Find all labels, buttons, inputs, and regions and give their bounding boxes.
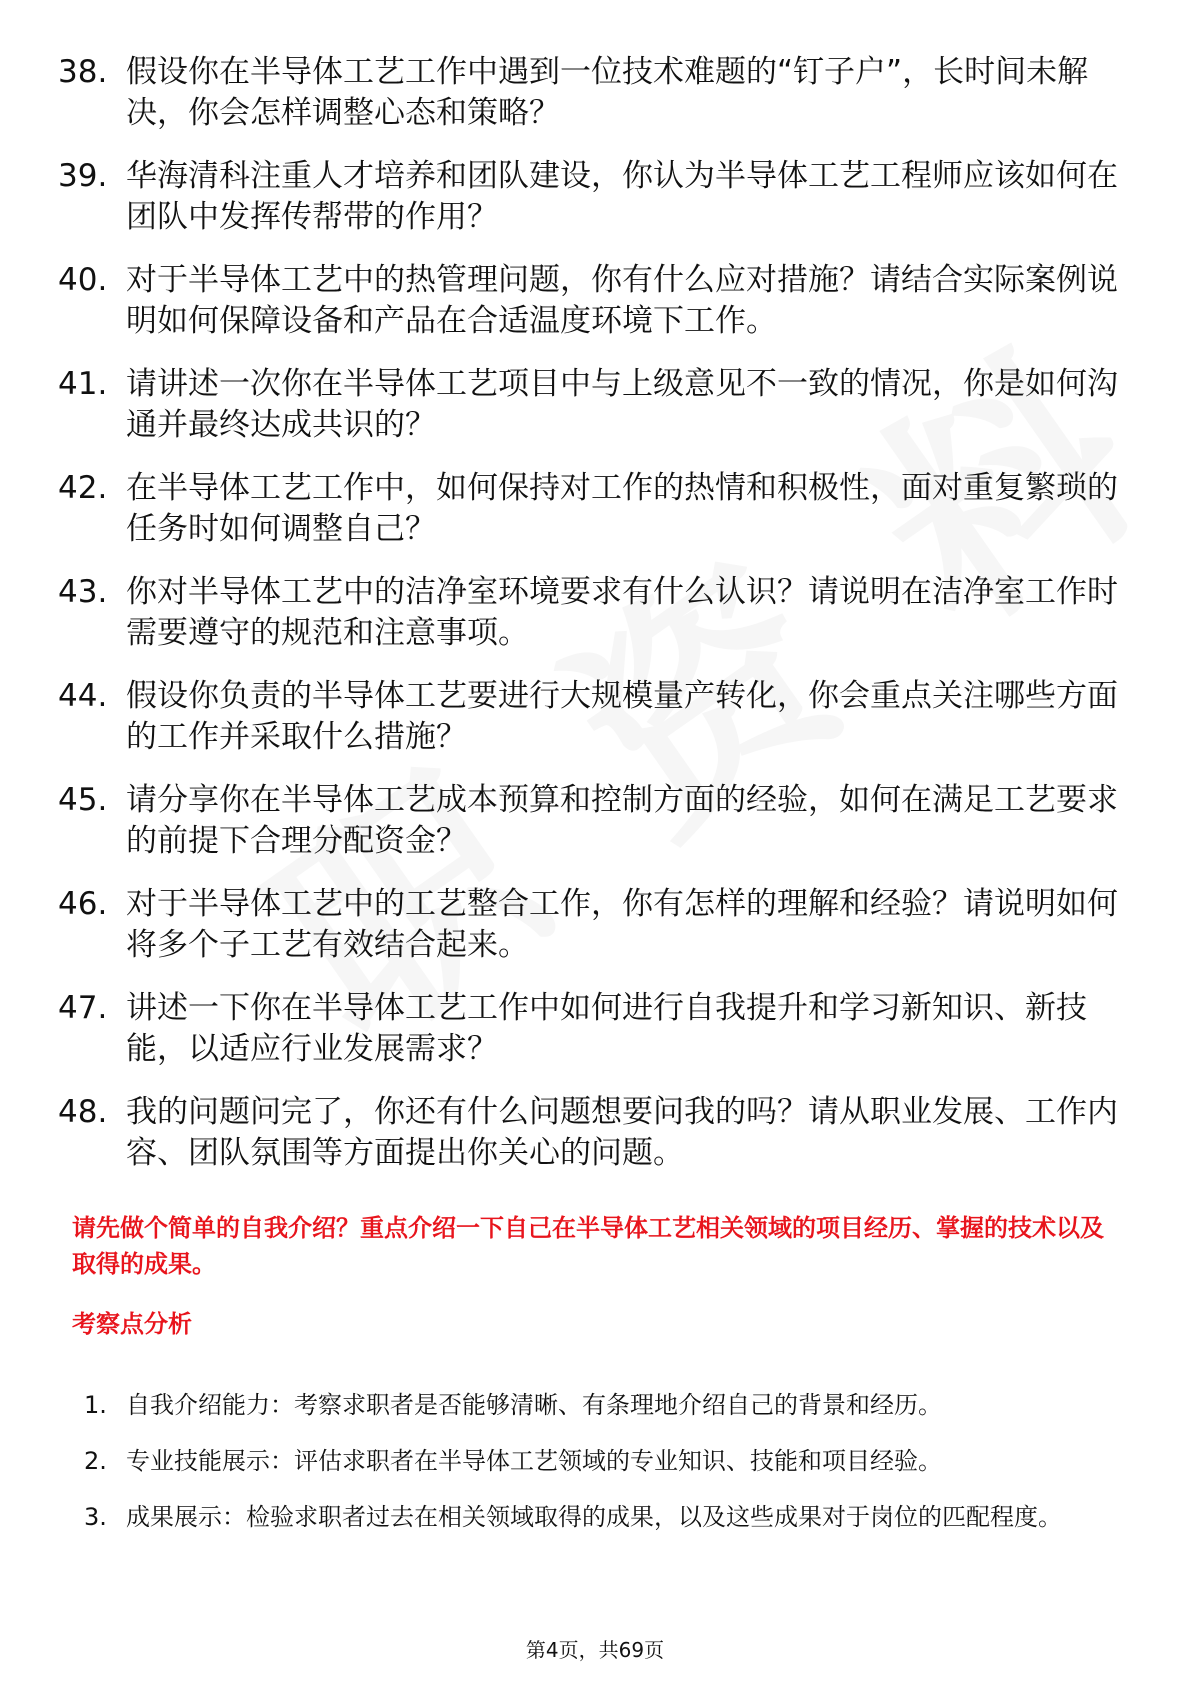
list-item	[58, 260, 1138, 342]
analysis-list	[84, 1380, 1124, 1548]
question-text: 我的问题问完了，你还有什么问题想要问我的吗？请从职业发展、工作内容、团队氛围等方面提出你关心的问题。	[126, 1094, 1118, 1171]
question-text: 假设你在半导体工艺工作中遇到一位技术难题的“钉子户”，长时间未解决，你会怎样调整心态和策略？	[126, 54, 1089, 131]
list-item	[58, 156, 1138, 238]
question-text: 讲述一下你在半导体工艺工作中如何进行自我提升和学习新知识、新技能，以适应行业发展需求？	[126, 990, 1087, 1067]
list-item	[58, 884, 1138, 966]
question-number: 41.	[58, 366, 108, 402]
question-number: 44.	[58, 678, 108, 714]
list-item	[84, 1380, 1124, 1430]
question-text: 你对半导体工艺中的洁净室环境要求有什么认识？请说明在洁净室工作时需要遵守的规范和注意事项。	[126, 574, 1118, 651]
question-text: 假设你负责的半导体工艺要进行大规模量产转化，你会重点关注哪些方面的工作并采取什么措施？	[126, 678, 1118, 755]
list-item	[84, 1436, 1124, 1486]
question-number: 40.	[58, 262, 108, 298]
list-item	[58, 52, 1138, 134]
list-item	[84, 1492, 1124, 1542]
question-text: 对于半导体工艺中的工艺整合工作，你有怎样的理解和经验？请说明如何将多个子工艺有效结合起来。	[126, 886, 1118, 963]
analysis-text: 专业技能展示：评估求职者在半导体工艺领域的专业知识、技能和项目经验。	[126, 1447, 942, 1475]
list-item	[58, 780, 1138, 862]
question-number: 45.	[58, 782, 108, 818]
analysis-number: 3.	[84, 1503, 107, 1531]
page-footer: 第4页，共69页	[525, 1638, 665, 1662]
list-item	[58, 1092, 1138, 1174]
analysis-text: 自我介绍能力：考察求职者是否能够清晰、有条理地介绍自己的背景和经历。	[126, 1391, 942, 1419]
question-text: 对于半导体工艺中的热管理问题，你有什么应对措施？请结合实际案例说明如何保障设备和产品在合适温度环境下工作。	[126, 262, 1118, 339]
list-item	[58, 676, 1138, 758]
list-item	[58, 364, 1138, 446]
question-text: 请分享你在半导体工艺成本预算和控制方面的经验，如何在满足工艺要求的前提下合理分配资金？	[126, 782, 1118, 859]
question-number: 42.	[58, 470, 108, 506]
question-text: 在半导体工艺工作中，如何保持对工作的热情和积极性，面对重复繁琐的任务时如何调整自己？	[126, 470, 1118, 547]
question-list	[58, 52, 1138, 1196]
question-number: 43.	[58, 574, 108, 610]
question-text: 请讲述一次你在半导体工艺项目中与上级意见不一致的情况，你是如何沟通并最终达成共识的？	[126, 366, 1118, 443]
analysis-number: 2.	[84, 1447, 107, 1475]
question-text: 华海清科注重人才培养和团队建设，你认为半导体工艺工程师应该如何在团队中发挥传帮带的作用？	[126, 158, 1118, 235]
analysis-title: 考察点分析	[72, 1310, 192, 1338]
analysis-text: 成果展示：检验求职者过去在相关领域取得的成果，以及这些成果对于岗位的匹配程度。	[126, 1503, 1062, 1531]
analysis-number: 1.	[84, 1391, 107, 1419]
list-item	[58, 988, 1138, 1070]
list-item	[58, 572, 1138, 654]
question-number: 46.	[58, 886, 108, 922]
highlight-question: 请先做个简单的自我介绍？重点介绍一下自己在半导体工艺相关领域的项目经历、掌握的技术以及取得的成果。	[72, 1214, 1104, 1278]
question-number: 38.	[58, 54, 108, 90]
question-number: 47.	[58, 990, 108, 1026]
list-item	[58, 468, 1138, 550]
question-number: 48.	[58, 1094, 108, 1130]
question-number: 39.	[58, 158, 108, 194]
